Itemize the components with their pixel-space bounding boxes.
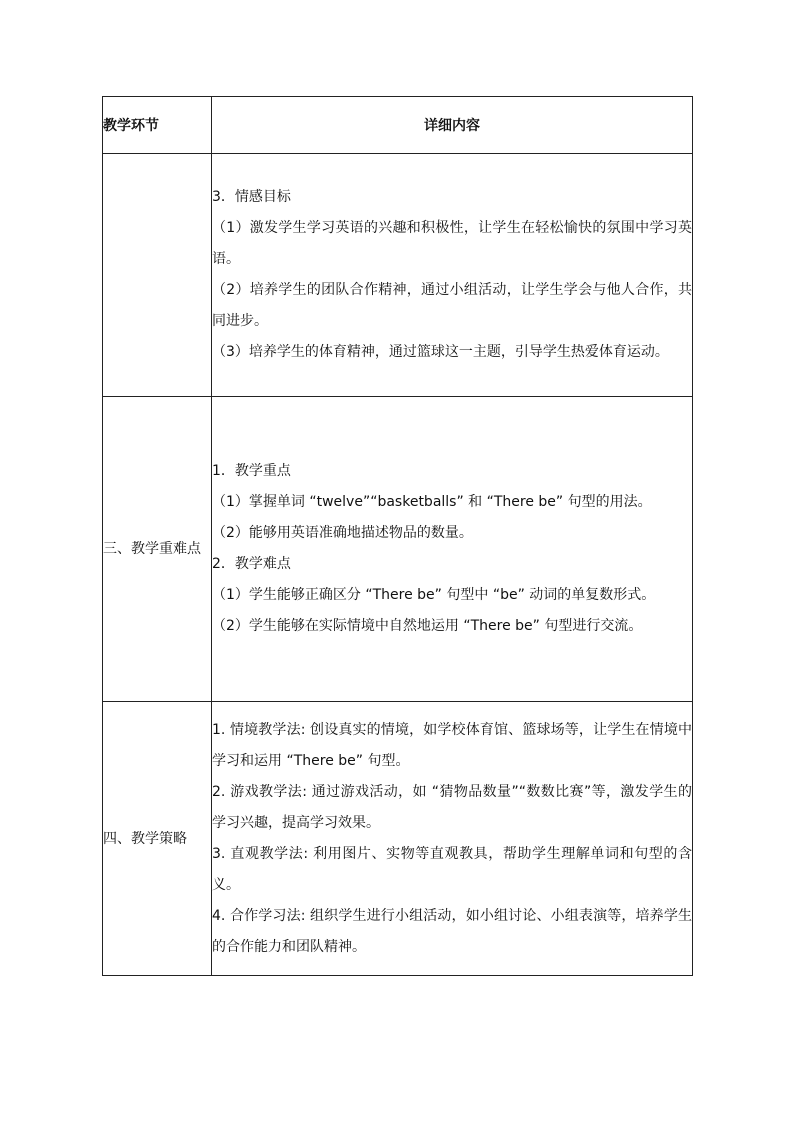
header-section: 教学环节 <box>103 97 212 154</box>
section-cell: 三、教学重难点 <box>103 397 212 702</box>
content-line: 1. 情境教学法: 创设真实的情境，如学校体育馆、篮球场等，让学生在情境中学习和运用 “There be” 句型。 <box>212 721 692 769</box>
content-line: 3．情感目标 <box>212 189 291 205</box>
section-cell: 四、教学策略 <box>103 702 212 976</box>
content-line: （3）培养学生的体育精神，通过篮球这一主题，引导学生热爱体育运动。 <box>212 344 669 360</box>
content-line: 4. 合作学习法: 组织学生进行小组活动，如小组讨论、小组表演等，培养学生的合作能力和团队精神。 <box>212 907 692 955</box>
content-line: 3. 直观教学法: 利用图片、实物等直观教具，帮助学生理解单词和句型的含义。 <box>212 845 692 893</box>
table-header-row <box>103 97 693 154</box>
header-content: 详细内容 <box>212 97 693 154</box>
content-line: （1）学生能够正确区分 “There be” 句型中 “be” 动词的单复数形式。 <box>212 587 656 603</box>
content-line: 1．教学重点 <box>212 463 291 479</box>
section-cell <box>103 154 212 397</box>
content-line: （2）能够用英语准确地描述物品的数量。 <box>212 525 473 541</box>
content-cell <box>212 397 693 702</box>
table-row <box>103 154 693 397</box>
content-cell <box>212 702 693 976</box>
lesson-plan-table <box>102 96 693 976</box>
table-row <box>103 397 693 702</box>
table-row <box>103 702 693 976</box>
content-cell <box>212 154 693 397</box>
content-line: （1）激发学生学习英语的兴趣和积极性，让学生在轻松愉快的氛围中学习英语。 <box>212 220 692 267</box>
content-line: （1）掌握单词 “twelve”“basketballs” 和 “There be” 句型的用法。 <box>212 494 652 510</box>
content-line: 2. 游戏教学法: 通过游戏活动，如 “猜物品数量”“数数比赛”等，激发学生的学习兴趣，提高学习效果。 <box>212 783 692 831</box>
content-line: （2）培养学生的团队合作精神，通过小组活动，让学生学会与他人合作，共同进步。 <box>212 282 692 329</box>
content-line: （2）学生能够在实际情境中自然地运用 “There be” 句型进行交流。 <box>212 618 643 634</box>
content-line: 2．教学难点 <box>212 556 291 572</box>
